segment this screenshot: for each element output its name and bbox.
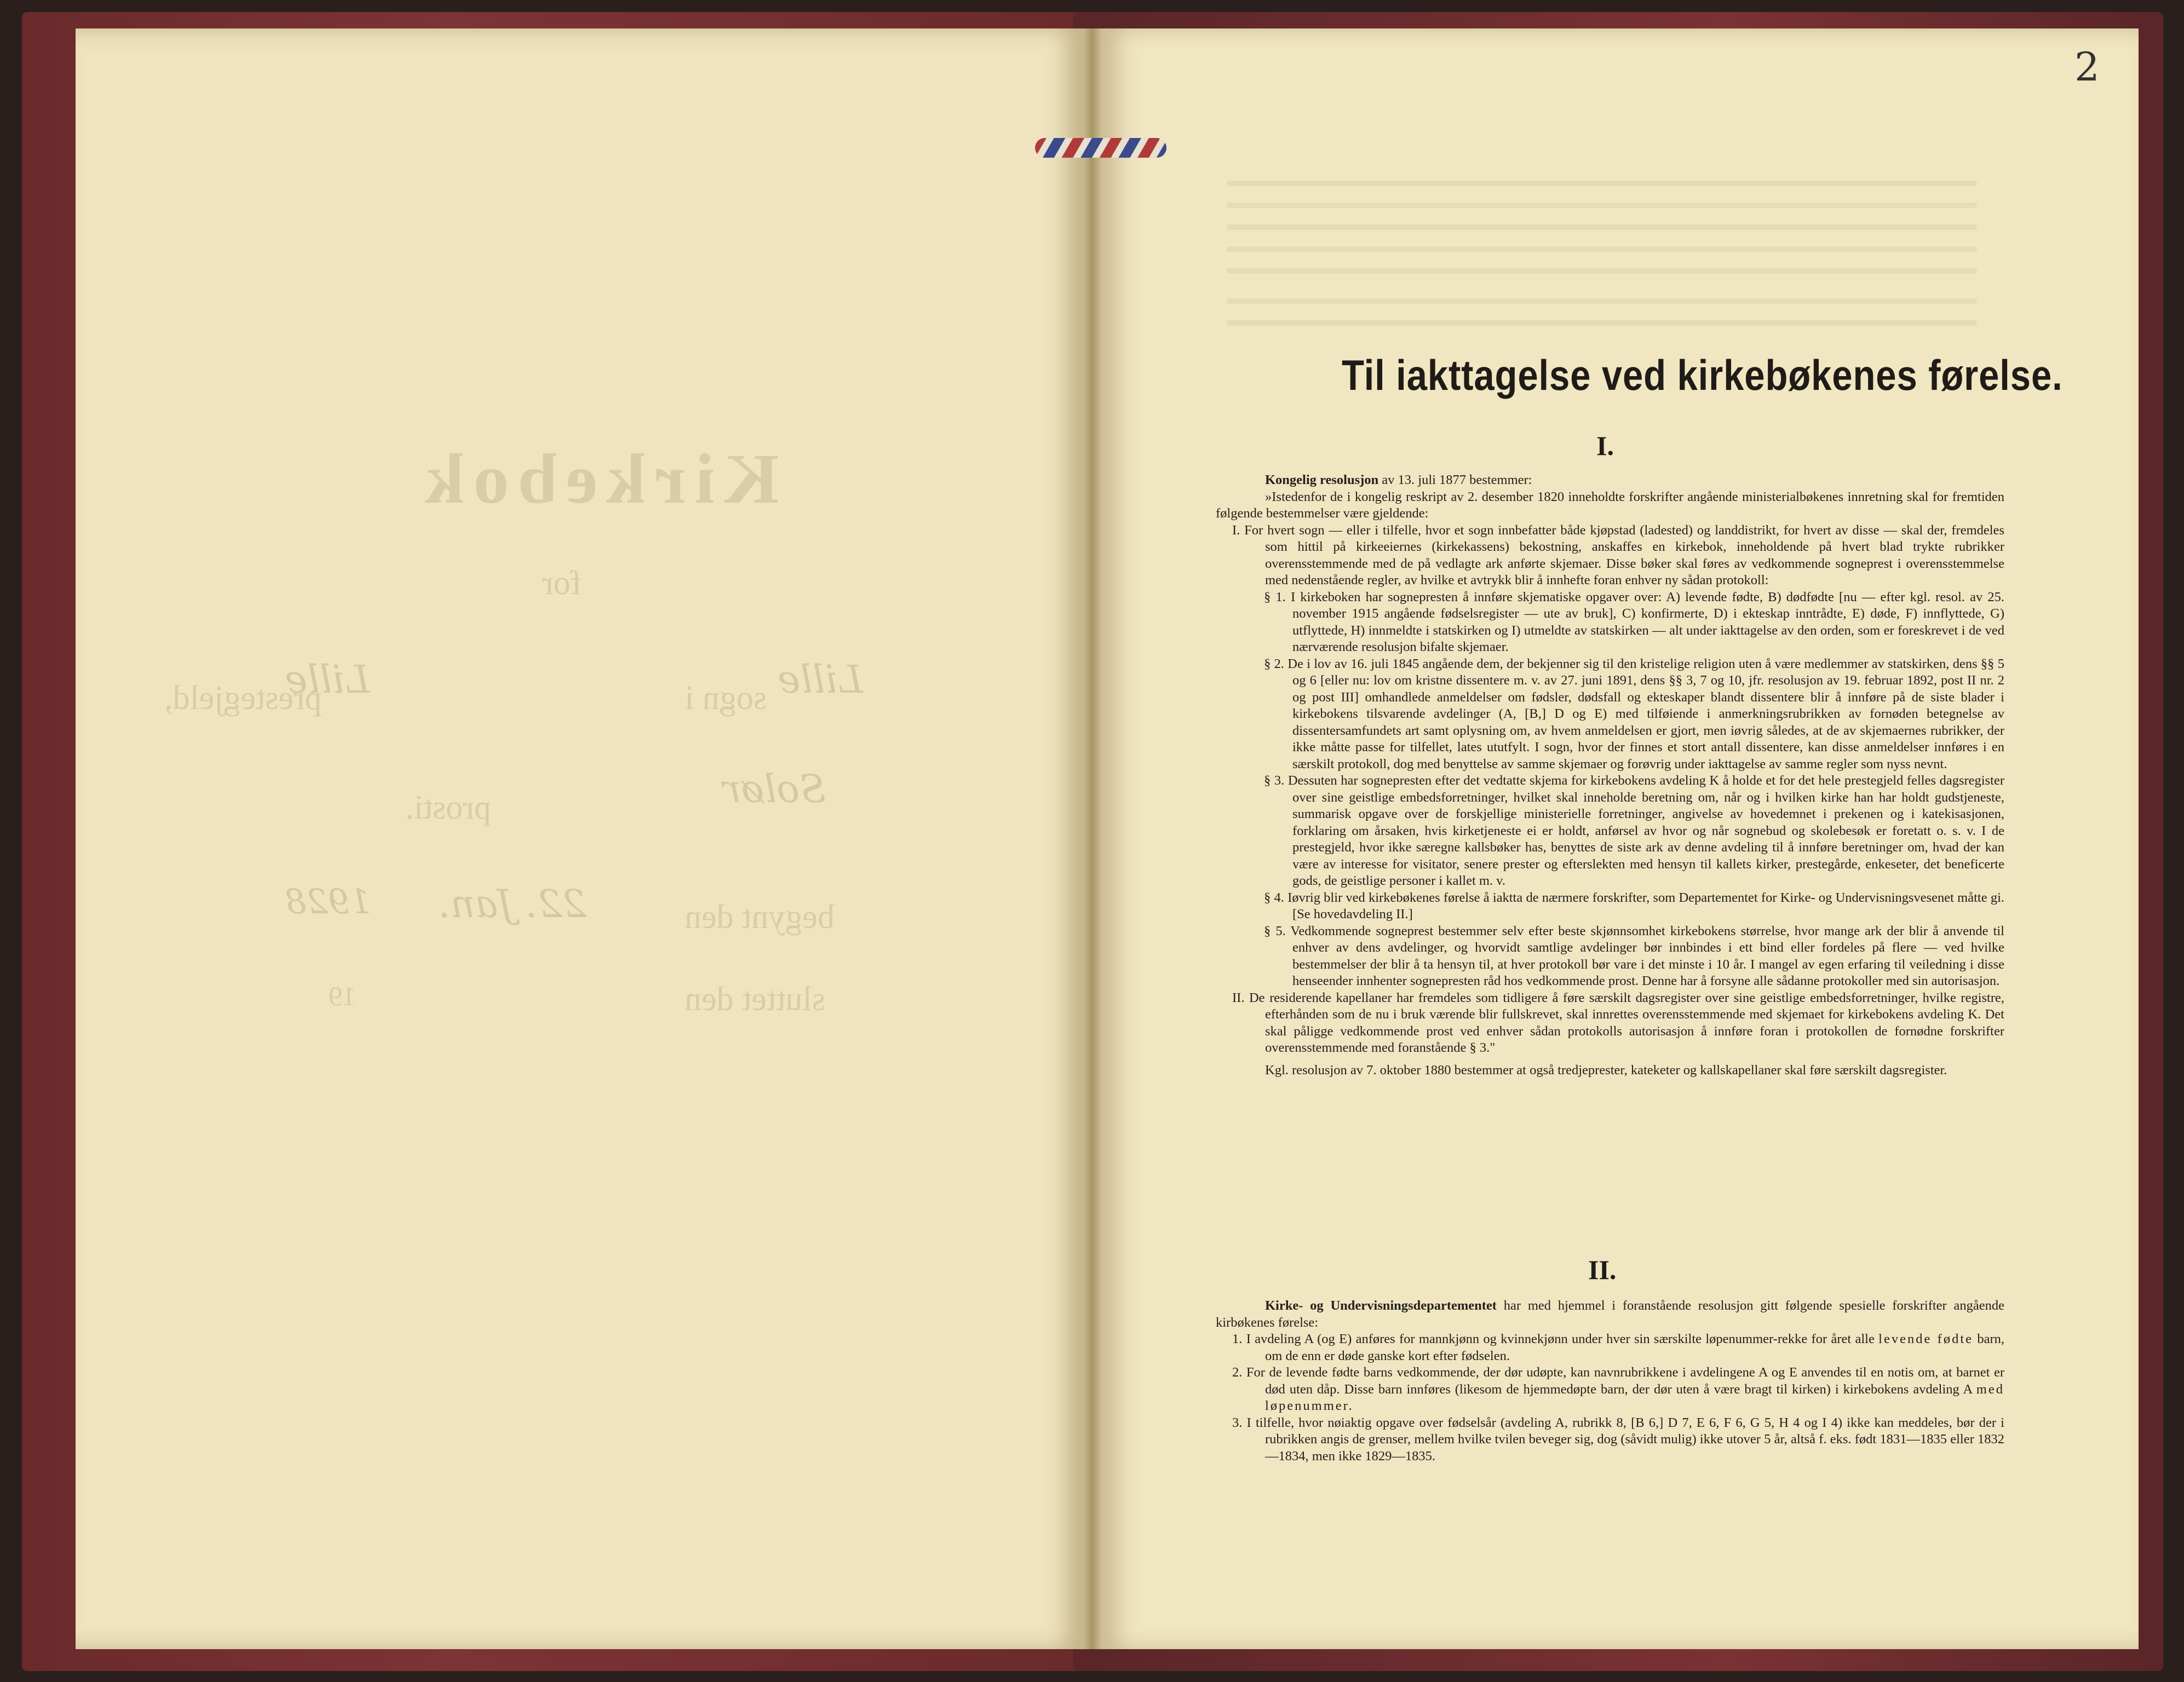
left-hw-prestegjeld: Lille [285,657,370,702]
s1-quote: »Istedenfor de i kongelig reskript av 2. desember 1820 inneholdte forskrifter angående ministerialbøkenes innretning skal for fremtiden følgende bestemmelser være gjeldende: [1216,489,2004,521]
s2-lead-rest: har med hjemmel i foranstående resolusjon gitt følgende spesielle forskrifter angående kirbøkenes førelse: [1216,1298,2004,1330]
s1-paragraph-1: § 1. I kirkeboken har sognepresten å innføre skjematiske opgaver over: A) levende fødte, B) dødfødte [nu — efter kgl. resol. av 25. november 1915 angående fødselsregister — ute av bruk], C) konfirmerte, D) i ekteskap inntrådte, E) døde, F) innflyttede, G) utflyttede, H) innmeldte i statskirken og I) utmeldte av statskirken — alt under iakttagelse av den orden, som er foreskrevet i de ved nærværende resolusjon bifalte skjemaer. [1264,589,2004,654]
left-line-begynt: begynt den [685,898,835,936]
bleed-line [1227,320,1977,326]
section-2-numeral: II. [1588,1254,1617,1285]
left-line-prestegjeld: prestegjeld, [164,679,322,717]
page-heading: Til iakttagelse ved kirkebøkenes førelse. [1342,351,2063,399]
left-hw-begynt-year: 1928 [285,882,371,921]
bleed-line [1227,224,1977,230]
s1-closing: Kgl. resolusjon av 7. oktober 1880 bestemmer at også tredjeprester, kateketer og kallskapellaner skal føre særskilt dagsregister. [1265,1062,1947,1078]
s1-paragraph-5: § 5. Vedkommende sogneprest bestemmer selv efter beste skjønnsomhet kirkebokens størrelse, hvor mange ark der blir å anvende til enhver av dens avdelinger, og hvorvidt samtlige avdelinger bør innbindes i ett bind eller fordeles på flere — ved hvilke bestemmelser der blir å ta hensyn til, at hver protokoll bør vare i det minste i 10 år. I mangel av egen erfaring til veiledning i disse henseender innhenter sognepresten råd hos vedkommende prost. Denne har å forsyne alle sådanne protokoller med sin autorisasjon. [1264,923,2004,988]
section-1-numeral: I. [1596,430,1614,461]
left-line-sogn: sogn i [685,679,767,717]
s1-paragraph-3: § 3. Dessuten har sognepresten efter det vedtatte skjema for kirkebokens avdeling K å holde et for det hele prestegjeld felles dagsregister over sine geistlige embedsforretninger, hvilket skal inneholde beretning om, når og i hvilken kirke han har holdt gudstjeneste, summarisk opgave over de forskjellige ministerielle forretninger, angivelse av hovedemnet i prekenen og i katekisasjonen, forklaring om årsaken, hvis kirketjeneste ei er holdt, anførsel av hvor og når sognebud og skolebesøk er foretatt o. s. v. I de prestegjeld, hvor ikke særegne kallsbøker has, benyttes de siste ark av denne avdeling til å innføre beretninger om, hvad der kan være av interesse for visitator, senere prester og efterslekten med hensyn til kallets kirker, prestegårde, enkeseter, det beneficerte gods, de geistlige personer i kallet m. v. [1264,773,2004,888]
left-line-prosti: prosti. [405,789,491,826]
s1-lead-rest: av 13. juli 1877 bestemmer: [1382,473,1532,487]
s2-lead-bold: Kirke- og Undervisningsdepartementet [1265,1298,1497,1313]
bleed-line [1227,181,1977,186]
book-gutter [1083,28,1101,1649]
s2-item-3: 3. I tilfelle, hvor nøiaktig opgave over fødselsår (avdeling A, rubrikk 8, [B 6,] D 7, E 6, F 6, G 5, H 4 og I 4) ikke kan meddeles, bør der i rubrikken angis de grenser, mellem hvilke tvilen beveger sig, dog (såvidt mulig) ikke utover 5 år, altså f. eks. født 1831—1835 eller 1832—1834, men ikke 1829—1835. [1232,1415,2004,1464]
left-hw-begynt-date: 22. Jan. [438,882,587,926]
s1-lead-bold: Kongelig resolusjon [1265,473,1379,487]
s1-paragraph-2: § 2. De i lov av 16. juli 1845 angående dem, der bekjenner sig til den kristelige religion uten å være medlemmer av statskirken, dens §§ 5 og 6 [eller nu: lov om kristne dissentere m. v. av 27. juni 1891, dens §§ 3, 7 og 10, jfr. resolusjon av 19. februar 1892, post II nr. 2 og post III] omhandlede anmeldelser om fødsler, dødsfall og ekteskaper blandt dissentere blir å innføre på de siste blader i kirkebokens tilsvarende avdelinger (A, [B,] D og E) med tilføiende i anmerkningsrubrikken av fornøden betegnelse av dissentersamfundets art samt oplysning om, av hvem anmeldelsen er gjort, men iøvrig således, at de av skjemaernes rubrikker, der ikke måtte passe for tilfellet, lates ututfylt. I sogn, hvor der finnes et stort antall dissentere, kan disse anmeldelser innføres i en særskilt protokoll, dog med benyttelse av samme skjemaer og forøvrig under iakttagelse av samme regler som nyss nevnt. [1264,656,2004,771]
s2-item-1b: levende fødte [1878,1332,1974,1346]
left-page-title: Kirkebok [416,440,779,519]
s2-item-1c: barn, om de enn er døde ganske kort efter fødselen. [1265,1332,2005,1363]
left-year-prefix: 19 [329,981,356,1011]
section-1-body [1216,472,2004,1079]
section-2-body [1216,1298,2004,1465]
s2-item-2a: 2. For de levende fødte barns vedkommende, der dør udøpte, kan navnrubrikkene i avdelingene A og E anvendes til en notis om, at barnet er død uten dåp. Disse barn innføres (likesom de hjemmedøpte barn, der dør uten å være bragt til kirken) i kirkebokens avdeling A [1232,1365,2004,1397]
left-line-sluttet: sluttet den [685,981,825,1018]
binding-thread [1035,138,1166,158]
s1-paragraph-4: § 4. Iøvrig blir ved kirkebøkenes førelse å iaktta de nærmere forskrifter, som Departementet for Kirke- og Undervisningsvesenet måtte gi. [Se hovedavdeling II.] [1264,890,2004,921]
left-hw-sogn: Lille [778,657,863,702]
left-hw-prosti: Solør [723,767,826,811]
bleed-line [1227,298,1977,304]
bleed-line [1227,203,1977,208]
bleed-line [1227,246,1977,252]
s2-item-1a: 1. I avdeling A (og E) anføres for mannkjønn og kvinnekjønn under hver sin særskilte løpenummer-rekke for året alle [1232,1332,1875,1346]
s1-item-I: I. For hvert sogn — eller i tilfelle, hvor et sogn innbefatter både kjøpstad (ladested) og landdistrikt, for hvert av disse — skal der, fremdeles som hittil på kirkeeiernes (kirkekassens) bekostning, anskaffes en kirkebok, inneholdende på hvert blad trykte rubrikker overensstemmende med de på vedlagte ark anførte skjemaer. Disse bøker skal føres av vedkommende sogneprest i overensstemmelse med nedenstående regler, av hvilke et avtrykk blir å innhefte foran enhver ny sådan protokoll: [1232,522,2004,587]
s2-item-2b: med løpenummer. [1265,1381,2004,1413]
bleed-line [1227,268,1977,274]
s1-item-II: II. De residerende kapellaner har fremdeles som tidligere å føre særskilt dagsregister over sine geistlige embedsforretninger, hvilke registre, efterhånden som de nu i bruk værende blir fullskrevet, skal innrettes overensstemmende med skjemaet for kirkebokens avdeling K. Det skal påligge vedkommende prost ved enhver sådan protokolls autorisasjon å innføre foran i protokollen de fornødne forskrifter overensstemmende med foranstående § 3." [1232,990,2004,1055]
left-line-for: for [542,564,582,602]
page-number: 2 [2074,44,2100,90]
left-page [76,28,1083,1649]
